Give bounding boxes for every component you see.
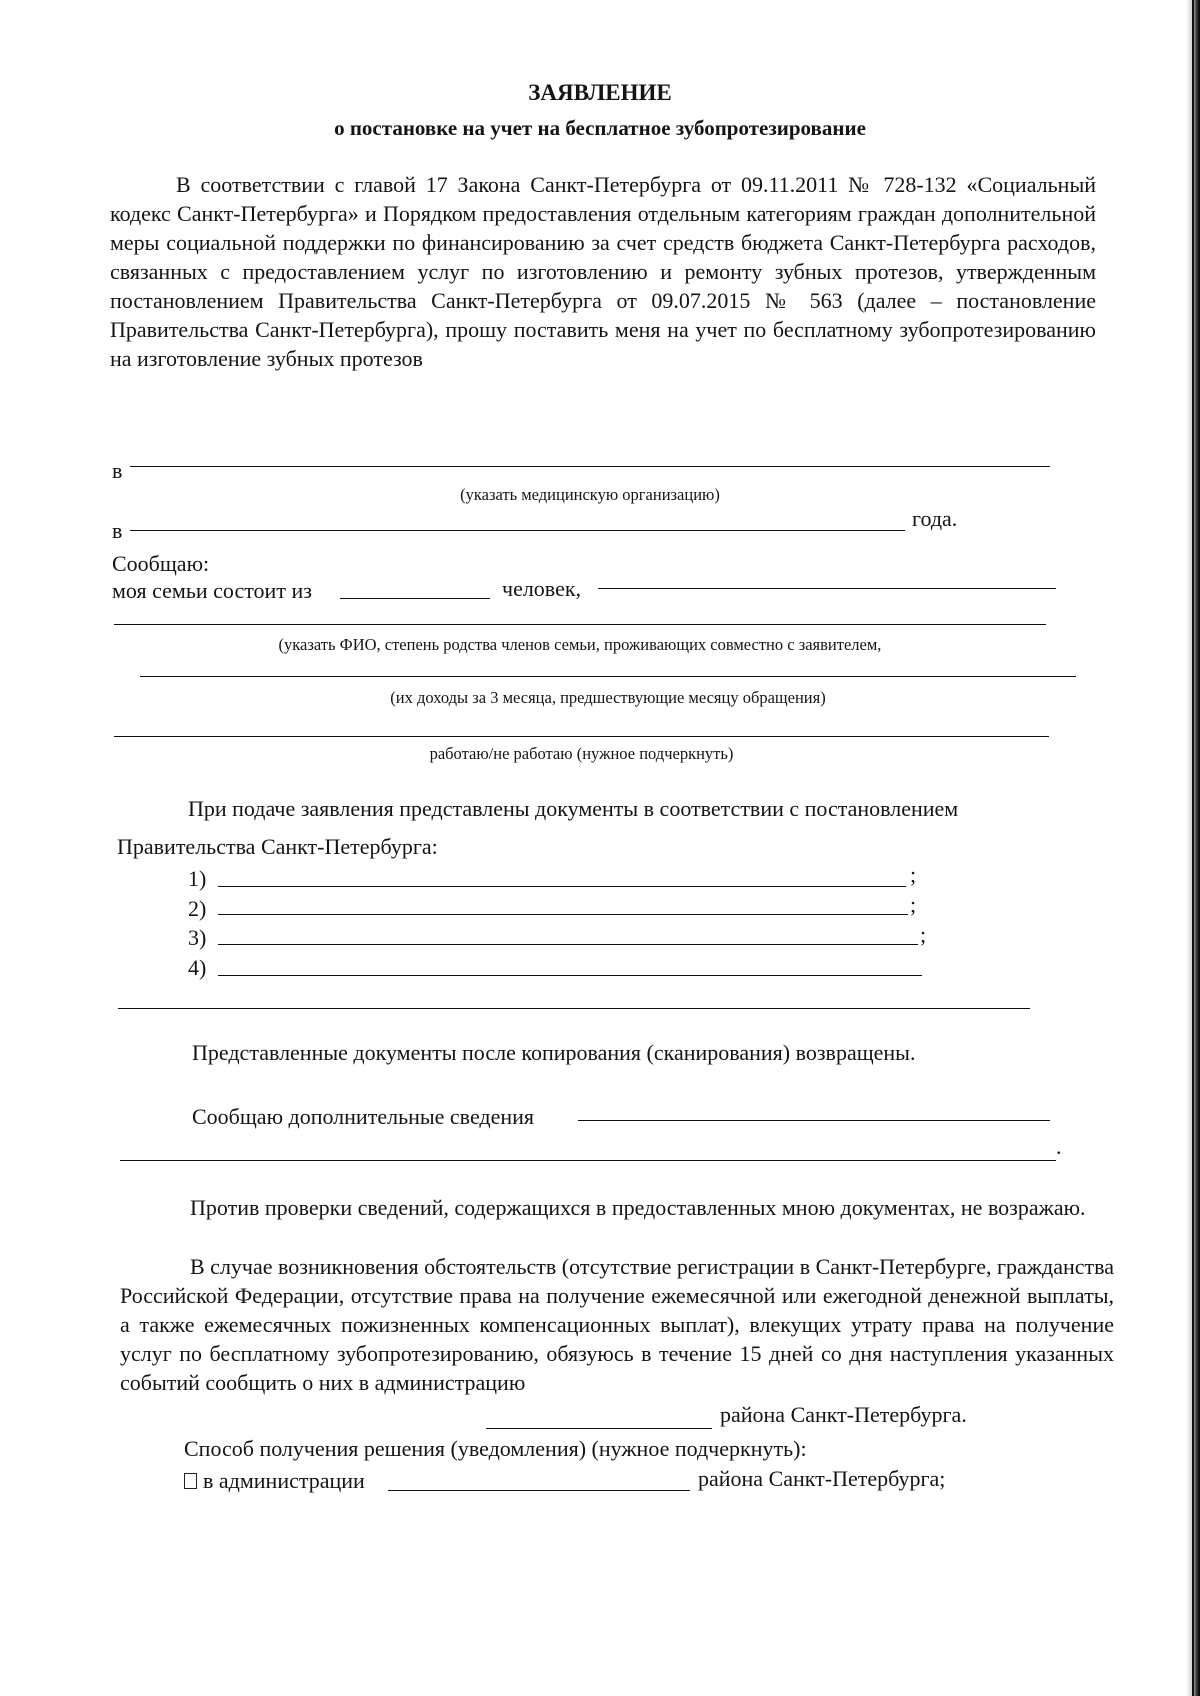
administration-district-line[interactable] — [486, 1428, 712, 1429]
document-item-3-number: 3) — [188, 925, 207, 950]
year-prefix: в — [112, 518, 123, 543]
option-administration-prefix: в администрации — [203, 1468, 365, 1493]
document-item-2-end: ; — [910, 892, 917, 917]
document-item-1-end: ; — [910, 862, 917, 887]
document-item-1-number: 1) — [188, 866, 207, 891]
work-hint: работаю/не работаю (нужное подчеркнуть) — [429, 744, 734, 763]
family-hint: (указать ФИО, степень родства членов семьи, проживающих совместно с заявителем, — [278, 635, 882, 654]
work-line[interactable] — [114, 736, 1049, 737]
year-line[interactable] — [130, 530, 905, 531]
family-count-line[interactable] — [340, 598, 490, 599]
org-prefix: в — [112, 458, 123, 483]
document-subtitle: о постановке на учет на бесплатное зубопротезирование — [334, 116, 866, 140]
additional-info-line[interactable] — [578, 1120, 1050, 1121]
document-item-2-line[interactable] — [218, 914, 908, 915]
document-item-4-number: 4) — [188, 955, 207, 980]
document-item-1-line[interactable] — [218, 886, 906, 887]
option-administration[interactable] — [184, 1468, 365, 1494]
documents-intro-line2: Правительства Санкт-Петербурга: — [117, 834, 438, 859]
scan-edge-line — [1192, 0, 1194, 1696]
decision-method-label: Способ получения решения (уведомления) (нужное подчеркнуть): — [184, 1436, 807, 1461]
people-label: человек, — [502, 576, 582, 601]
intro-paragraph: В соответствии с главой 17 Закона Санкт-Петербурга от 09.11.2011 № 728-132 «Социальный кодекс Санкт-Петербурга» и Порядком предоставления отдельным категориям граждан дополнительной меры социальной поддержки по финансированию за счет средств бюджета Санкт-Петербурга расходов, связанных с предоставлением услуг по изготовлению и ремонту зубных протезов, утвержденным постановлением Правительства Санкт-Петербурга от 09.07.2015 № 563 (далее – постановление Правительства Санкт-Петербурга), прошу поставить меня на учет по бесплатному зубопротезированию на изготовление зубных протезов — [110, 172, 1096, 371]
consent-paragraph-2-end: района Санкт-Петербурга. — [720, 1402, 967, 1427]
report-label: Сообщаю: — [112, 551, 210, 576]
additional-info-label: Сообщаю дополнительные сведения — [192, 1104, 535, 1129]
year-suffix: года. — [912, 506, 958, 531]
income-hint: (их доходы за 3 месяца, предшествующие месяцу обращения) — [390, 688, 826, 707]
family-prefix: моя семьи состоит из — [112, 578, 312, 603]
document-title: ЗАЯВЛЕНИЕ — [528, 80, 672, 105]
additional-info-end: . — [1056, 1134, 1062, 1159]
option-administration-line[interactable] — [388, 1490, 690, 1491]
document-item-4-line[interactable] — [218, 975, 922, 976]
income-line[interactable] — [140, 676, 1076, 677]
consent-paragraph-2: В случае возникновения обстоятельств (отсутствие регистрации в Санкт-Петербурге, гражданства Российской Федерации, отсутствие права на получение ежемесячной или ежегодной денежной выплаты, а также ежемесячных пожизненных компенсационных выплат), влекущих утрату права на получение услуг по бесплатному зубопротезированию, обязуюсь в течение 15 дней со дня наступления указанных событий сообщить о них в администрацию — [120, 1254, 1114, 1395]
family-members-line-2[interactable] — [114, 624, 1046, 625]
option-administration-checkbox[interactable] — [184, 1473, 197, 1489]
option-administration-suffix: района Санкт-Петербурга; — [698, 1466, 946, 1491]
org-hint: (указать медицинскую организацию) — [460, 485, 720, 504]
family-members-line[interactable] — [598, 588, 1056, 589]
document-item-3-end: ; — [920, 922, 927, 947]
additional-info-line-2[interactable] — [120, 1160, 1056, 1161]
consent-paragraph-1: Против проверки сведений, содержащихся в предоставленных мною документах, не возражаю. — [190, 1195, 1086, 1220]
document-item-3-line[interactable] — [218, 944, 918, 945]
document-item-2-number: 2) — [188, 896, 207, 921]
documents-extra-line[interactable] — [118, 1008, 1030, 1009]
org-line[interactable] — [130, 466, 1050, 467]
documents-intro-line1: При подаче заявления представлены документы в соответствии с постановлением — [188, 796, 959, 821]
documents-returned-note: Представленные документы после копирования (сканирования) возвращены. — [192, 1040, 916, 1065]
